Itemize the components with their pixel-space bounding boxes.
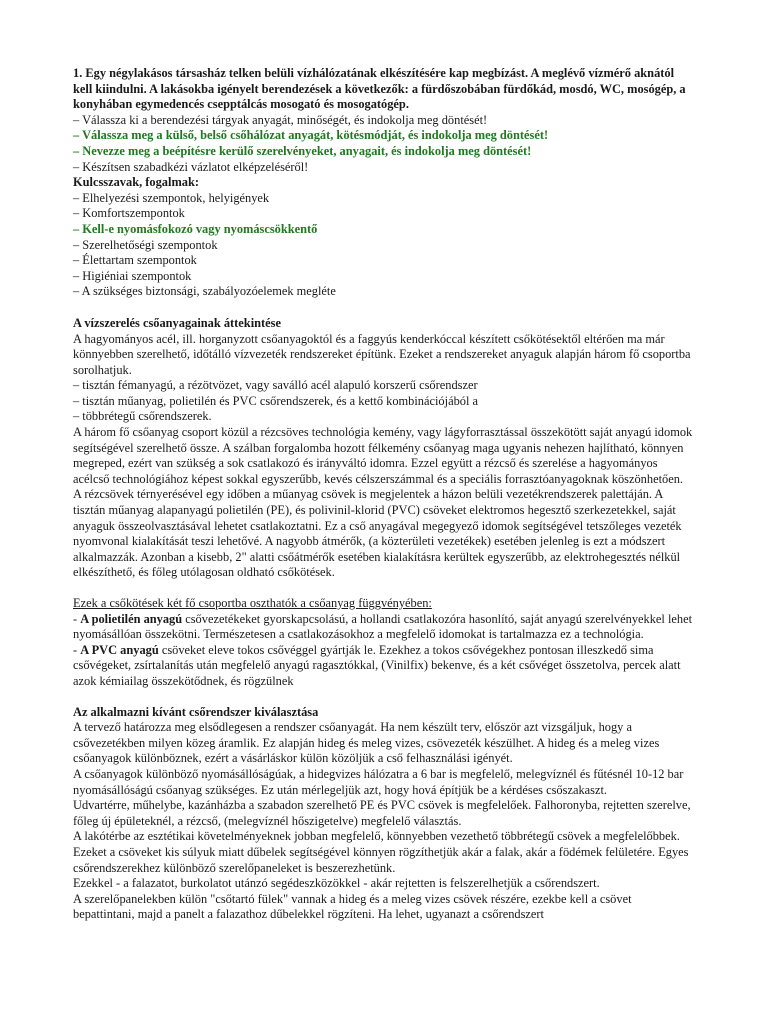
- spacer: [73, 300, 693, 316]
- keyword-item: – Elhelyezési szempontok, helyigények: [73, 190, 270, 205]
- section-heading: Az alkalmazni kívánt csőrendszer kiválasztása: [73, 704, 319, 719]
- paragraph-text: csöveket eleve tokos csővéggel gyártják le. Ezekhez a tokos csővégekhez pontosan illeszkedő sima csővégeket, zsírtalanítás után megfelelő anyagú ragasztókkal, (Vinilfix) bekenve, és a két csővéget összetolva, percek alatt azok kémiailag összekötődnek, és rögzülnek: [73, 642, 681, 688]
- task-item: – Válassza ki a berendezési tárgyak anyagát, minőségét, és indokolja meg döntését!: [73, 112, 488, 127]
- keyword-item: – Higiéniai szempontok: [73, 268, 192, 283]
- paragraph: A lakótérbe az esztétikai követelményeknek jobban megfelelő, könnyebben vezethető többrétegű csövek a megfelelőbbek. Ezeket a csöveket kis súlyuk miatt dűbelek segítségével könnyen rögzíthetjük akár a falak, akár a födémek felületére. Egyes csőrendszerekhez különböző szerelőpaneleket is beszerezhetünk.: [73, 829, 689, 875]
- bold-term: A PVC anyagú: [80, 642, 159, 657]
- bullet-prefix: -: [73, 611, 81, 626]
- keyword-item: – Élettartam szempontok: [73, 253, 197, 268]
- list-item: – többrétegű csőrendszerek.: [73, 409, 212, 424]
- spacer: [73, 581, 693, 596]
- paragraph: A szerelőpanelekben külön "csőtartó fülek" vannak a hideg és a meleg vizes csövek részére, ezekbe kell a csövet bepattintani, majd a panelt a falazathoz dűbelekkel rögzíteni. Ha lehet, ugyanazt a csőrendszert: [73, 891, 632, 922]
- paragraph: A tervező határozza meg elsődlegesen a rendszer csőanyagát. Ha nem készült terv, először azt vizsgáljuk, hogy a csővezetékben milyen közeg áramlik. Ez alapján hideg és meleg vizes, csövezeték készülhet. A hideg és a meleg vizes csőanyagok különböznek, ezért a vásárláskor külön közöljük a cső felhasználási igényét.: [73, 720, 660, 766]
- list-item: – tisztán műanyag, polietilén és PVC csőrendszerek, és a kettő kombinációjából a: [73, 393, 478, 408]
- paragraph: [73, 612, 693, 643]
- bold-term: A polietilén anyagú: [80, 611, 183, 626]
- paragraph: Ezekkel - a falazatot, burkolatot utánzó segédeszközökkel - akár rejtetten is felszerelhetjük a csőrendszert.: [73, 876, 600, 891]
- bullet-prefix: -: [73, 642, 81, 657]
- task-item: – Válassza meg a külső, belső csőhálózat anyagát, kötésmódját, és indokolja meg döntését!: [73, 128, 549, 143]
- paragraph: A három fő csőanyag csoport közül a rézcsöves technológia kemény, vagy lágyforrasztással összekötött saját anyagú idomok segítségével szerelhető össze. A szálban forgalomba hozott félkemény csőanyag maga ugyanis nehezen hajlítható, könnyen megreped, ezért van szükség a sok csatlakozó és irányváltó idomra. Ezzel együtt a rézcső és szerelése a hagyományos acélcső technológiához képest sokkal egyszerűbb, kevés célszerszámmal és a speciális forrasztóanyagoknak köszönhetően. A rézcsövek térnyerésével egy időben a műanyag csövek is megjelentek a házon belüli vezetékrendszerek palettáján. A tisztán műanyag alapanyagú polietilén (PE), és polivinil-klorid (PVC) csöveket elektromos hegesztő szerkezetekkel, saját anyaguk összeolvasztásával lehetet csatlakoztatni. Ez a cső anyagával megegyező idomok segítségével tetszőleges vezeték nyomvonal kialakítását teszi lehetővé. A nagyobb átmérők, (a közterületi vezetékek) esetében jelenleg is ezt a módszert alkalmazzák. Azonban a kisebb, 2" alatti csőátmérők esetében kialakításra kerültek egyszerűbb, az elektrohegesztés nélkül elkészíthető, és főleg utólagosan oldható csőkötések.: [73, 425, 693, 580]
- paragraph: A hagyományos acél, ill. horganyzott csőanyagoktól és a faggyús kenderkóccal készített csőkötésektől eltérően ma már könnyebben szerelhető, időtálló vízvezeték rendszereket építünk. Ezeket a rendszereket anyaguk alapján három fő csoportba sorolhatjuk.: [73, 331, 691, 377]
- keyword-item: – A szükséges biztonsági, szabályozóelemek megléte: [73, 284, 336, 299]
- task-intro: 1. Egy négylakásos társasház telken belüli vízhálózatának elkészítésére kap megbízást. A meglévő vízmérő aknától kell kiindulni. A lakásokba igényelt berendezések a következők: a fürdőszobában fürdőkád, mosdó, WC, mosógép, a konyhában egymedencés csepptálcás mosogató és mosogatógép.: [73, 66, 686, 112]
- paragraph: Udvartérre, műhelybe, kazánházba a szabadon szerelhető PE és PVC csövek is megfelelőek. Falhoronyba, rejtetten szerelve, főleg új épületeknél, a rézcső, (melegvíznél hőszigetelve) megfelelő választás.: [73, 798, 691, 828]
- list-item: – tisztán fémanyagú, a rézötvözet, vagy saválló acél alapuló korszerű csőrendszer: [73, 378, 478, 393]
- paragraph-text: csővezetékeket gyorskapcsolású, a hollandi csatlakozóra hasonlító, saját anyagú szerelvényekkel lehet nyomásállóan összekötni. Természetesen a csatlakozásokhoz a megfelelő idomokat is tartalmazza ez a technológia.: [73, 611, 693, 642]
- keyword-item: – Szerelhetőségi szempontok: [73, 237, 218, 252]
- subheading: Ezek a csőkötések két fő csoportba oszthatók a csőanyag függvényében:: [73, 596, 432, 610]
- keyword-item: – Kell-e nyomásfokozó vagy nyomáscsökkentő: [73, 221, 318, 236]
- keywords-title: Kulcsszavak, fogalmak:: [73, 175, 199, 190]
- paragraph: [73, 643, 693, 690]
- spacer: [73, 690, 693, 705]
- paragraph: A csőanyagok különböző nyomásállóságúak, a hidegvizes hálózatra a 6 bar is megfelelő, melegvíznél és fűtésnél 10-12 bar nyomásállóságú csőanyag szükséges. Ez után mérlegeljük azt, hogy hová építjük be a kérdéses csőszakaszt.: [73, 766, 684, 797]
- task-item: – Nevezze meg a beépítésre kerülő szerelvényeket, anyagait, és indokolja meg döntését!: [73, 143, 532, 158]
- keyword-item: – Komfortszempontok: [73, 206, 185, 221]
- document-page: [73, 66, 693, 923]
- task-item: – Készítsen szabadkézi vázlatot elképzeléséről!: [73, 159, 309, 174]
- section-heading: A vízszerelés csőanyagainak áttekintése: [73, 315, 281, 330]
